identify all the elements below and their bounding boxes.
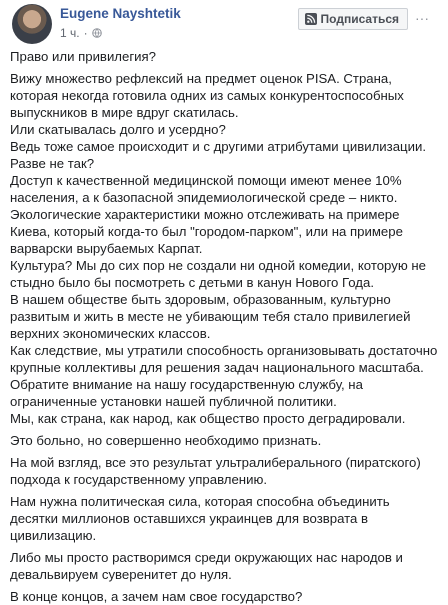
rss-icon	[305, 13, 317, 25]
author-name[interactable]: Eugene Nayshtetik	[60, 6, 181, 21]
post-paragraph: Нам нужна политическая сила, которая способна объединить десятки миллионов оставшихся украинцев для возврата в цивилизацию.	[10, 494, 390, 543]
post-header	[10, 0, 438, 46]
post-paragraph: Либо мы просто растворимся среди окружающих нас народов и девальвируем суверенитет до нуля.	[10, 550, 403, 582]
subscribe-label: Подписаться	[320, 12, 399, 26]
avatar[interactable]	[12, 4, 52, 44]
post-time[interactable]: 1 ч.	[60, 26, 80, 40]
globe-icon[interactable]	[92, 28, 102, 38]
subscribe-button[interactable]	[298, 8, 408, 30]
separator: ·	[83, 26, 88, 40]
post-paragraph: Право или привилегия?	[10, 49, 156, 64]
post-paragraph: На мой взгляд, все это результат ультралиберального (пиратского) подхода к государственному управлению.	[10, 455, 421, 487]
post-text	[10, 46, 438, 605]
post-paragraph: В конце концов, а зачем нам свое государство?	[10, 589, 303, 604]
post-paragraph: Это больно, но совершенно необходимо признать.	[10, 433, 322, 448]
more-icon[interactable]: ···	[415, 10, 429, 26]
post-meta	[60, 26, 102, 40]
post-paragraph: Вижу множество рефлексий на предмет оценок PISA. Страна, которая некогда готовила одних из самых конкурентоспособных выпускников в мире вдруг скатилась. Или скатывалась долго и усердно? Ведь тоже самое происходит и с другими атрибутами цивилизации. Разве не так? Доступ к качественной медицинской помощи имеют менее 10% населения, а к базопасной эпидемиологической среде – никто. Экологические характеристики можно отслеживать на примере Киева, который когда-то был "городом-парком", или на примере варварски вырубаемых Карпат. Культура? Мы до сих пор не создали ни одной комедии, которую не стыдно было бы посмотреть с детьми в канун Нового Года. В нашем обществе быть здоровым, образованным, культурно развитым и жить в месте не убивающим тебя стало привилегией верхних экономических классов. Как следствие, мы утратили способность организовывать достаточно крупные коллективы для решения задач национального масштаба. Обратите внимание на нашу государственную службу, на ограниченные установки нашей публичной политики. Мы, как страна, как народ, как общество просто деградировали.	[10, 71, 438, 426]
